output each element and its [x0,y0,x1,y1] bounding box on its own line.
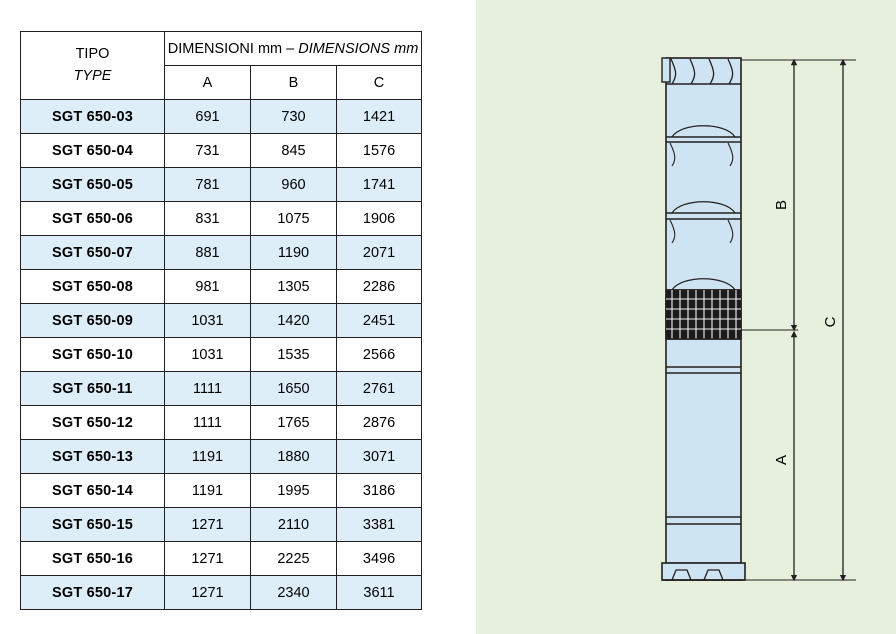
pump-base-foot [662,563,745,580]
pump-top-left-lug [662,58,670,82]
header-col-b: B [251,66,337,100]
cell-b: 2225 [251,542,337,576]
cell-c: 3381 [337,508,422,542]
cell-type: SGT 650-14 [21,474,165,508]
cell-type: SGT 650-11 [21,372,165,406]
cell-type: SGT 650-04 [21,134,165,168]
cell-c: 2286 [337,270,422,304]
table-row [21,134,422,168]
cell-b: 1650 [251,372,337,406]
cell-a: 1031 [165,338,251,372]
dimension-label-b: B [773,199,790,211]
table-row [21,236,422,270]
cell-type: SGT 650-05 [21,168,165,202]
cell-type: SGT 650-12 [21,406,165,440]
dimension-label-c: C [822,316,839,328]
cell-b: 730 [251,100,337,134]
cell-c: 1576 [337,134,422,168]
cell-type: SGT 650-15 [21,508,165,542]
table-row [21,542,422,576]
header-dimensions-separator: – [282,40,299,57]
cell-type: SGT 650-06 [21,202,165,236]
drawing-panel [476,0,896,634]
table-header-row-1 [21,32,422,66]
cell-type: SGT 650-17 [21,576,165,610]
cell-c: 3186 [337,474,422,508]
cell-a: 1271 [165,542,251,576]
header-type-english: TYPE [73,67,112,84]
cell-b: 2340 [251,576,337,610]
cell-b: 1535 [251,338,337,372]
header-col-c: C [337,66,422,100]
cell-a: 1111 [165,406,251,440]
table-row [21,100,422,134]
cell-b: 1765 [251,406,337,440]
cell-b: 1995 [251,474,337,508]
cell-c: 1421 [337,100,422,134]
header-type-cell [21,32,165,100]
cell-b: 845 [251,134,337,168]
table-row [21,338,422,372]
cell-type: SGT 650-03 [21,100,165,134]
cell-type: SGT 650-10 [21,338,165,372]
cell-b: 1420 [251,304,337,338]
table-row [21,304,422,338]
cell-b: 1190 [251,236,337,270]
cell-c: 2876 [337,406,422,440]
cell-a: 781 [165,168,251,202]
cell-a: 1271 [165,508,251,542]
table-row [21,406,422,440]
cell-type: SGT 650-08 [21,270,165,304]
table-row [21,202,422,236]
pump-body [662,58,745,580]
cell-a: 981 [165,270,251,304]
pump-technical-drawing [476,0,896,634]
table-row [21,576,422,610]
table-body [21,100,422,610]
header-col-a: A [165,66,251,100]
cell-b: 2110 [251,508,337,542]
cell-b: 1305 [251,270,337,304]
cell-a: 691 [165,100,251,134]
cell-a: 1271 [165,576,251,610]
cell-c: 2761 [337,372,422,406]
cell-c: 1906 [337,202,422,236]
cell-c: 2451 [337,304,422,338]
table-row [21,372,422,406]
cell-a: 1111 [165,372,251,406]
dimension-lines [741,60,856,580]
cell-b: 1880 [251,440,337,474]
cell-type: SGT 650-07 [21,236,165,270]
cell-b: 1075 [251,202,337,236]
header-dimensions-italian: DIMENSIONI mm [167,40,283,57]
cell-type: SGT 650-13 [21,440,165,474]
cell-a: 1191 [165,474,251,508]
cell-c: 3071 [337,440,422,474]
cell-a: 1031 [165,304,251,338]
cell-type: SGT 650-09 [21,304,165,338]
dimension-label-a: A [773,454,790,466]
table-row [21,508,422,542]
cell-c: 2566 [337,338,422,372]
cell-c: 3496 [337,542,422,576]
cell-c: 2071 [337,236,422,270]
header-dimensions-cell [165,32,422,66]
cell-c: 1741 [337,168,422,202]
table-row [21,440,422,474]
pump-suction-strainer [666,290,741,339]
dimensions-table-container [20,31,421,610]
header-dimensions-english: DIMENSIONS mm [298,40,419,57]
table-header [21,32,422,100]
header-type-italian: TIPO [75,46,110,63]
table-row [21,474,422,508]
dimensions-table [20,31,422,610]
cell-c: 3611 [337,576,422,610]
cell-a: 1191 [165,440,251,474]
cell-type: SGT 650-16 [21,542,165,576]
cell-b: 960 [251,168,337,202]
cell-a: 831 [165,202,251,236]
table-row [21,270,422,304]
cell-a: 731 [165,134,251,168]
cell-a: 881 [165,236,251,270]
table-row [21,168,422,202]
